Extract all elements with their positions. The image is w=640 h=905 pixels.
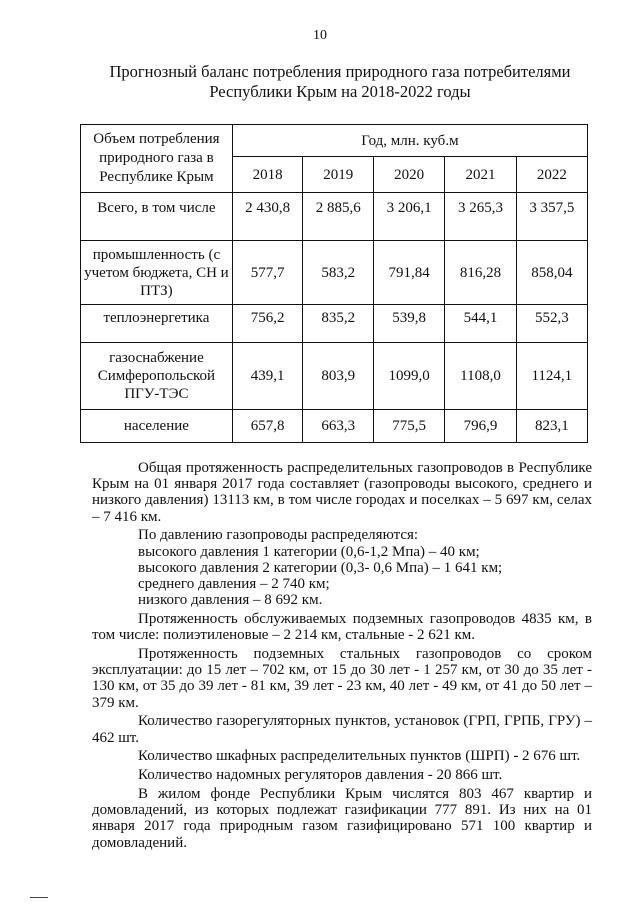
cell-value: 823,1 xyxy=(516,410,587,443)
header-year-group: Год, млн. куб.м xyxy=(232,125,587,157)
cell-value: 657,8 xyxy=(232,410,303,443)
cell-value: 858,04 xyxy=(516,241,587,305)
header-year: 2022 xyxy=(516,157,587,193)
document-title xyxy=(100,62,580,102)
title-line-1: Прогнозный баланс потребления природного газа потребителями xyxy=(109,62,571,81)
list-item: высокого давления 1 категории (0,6-1,2 Мпа) – 40 км; xyxy=(138,543,480,560)
cell-value: 539,8 xyxy=(374,305,445,343)
paragraph-regulator-points: Количество газорегуляторных пунктов, установок (ГРП, ГРПБ, ГРУ) – 462 шт. xyxy=(92,713,592,746)
table-row xyxy=(81,410,588,443)
header-year: 2019 xyxy=(303,157,374,193)
paragraph-service-life: Протяженность подземных стальных газопроводов со сроком эксплуатации: до 15 лет – 702 км, от 15 до 30 лет - 1 257 км, от 30 до 35 лет - 130 км, от 35 до 39 лет - 81 км, 39 лет - 23 км, 40 лет - 49 км, от 41 до 50 лет – 379 км. xyxy=(92,646,592,711)
cell-value: 577,7 xyxy=(232,241,303,305)
header-consumption-volume: Объем потребления природного газа в Республике Крым xyxy=(81,125,233,193)
cell-value: 1108,0 xyxy=(445,343,516,410)
cell-value: 803,9 xyxy=(303,343,374,410)
row-label: население xyxy=(81,410,233,443)
cell-value: 552,3 xyxy=(516,305,587,343)
table-row xyxy=(81,305,588,343)
cell-value: 439,1 xyxy=(232,343,303,410)
header-year: 2018 xyxy=(232,157,303,193)
footer-rule xyxy=(30,897,48,898)
cell-value: 663,3 xyxy=(303,410,374,443)
body-text xyxy=(92,460,592,853)
cell-value: 775,5 xyxy=(374,410,445,443)
gas-balance-table xyxy=(80,124,588,443)
cell-value: 3 357,5 xyxy=(516,193,587,241)
cell-value: 835,2 xyxy=(303,305,374,343)
row-label: Всего, в том числе xyxy=(81,193,233,241)
cell-value: 791,84 xyxy=(374,241,445,305)
list-item: среднего давления – 2 740 км; xyxy=(138,576,330,593)
paragraph-housing-stock: В жилом фонде Республики Крым числятся 803 467 квартир и домовладений, из которых подлежат газификации 777 891. Из них на 01 января 2017 года природным газом газифицировано 571 100 квартир и домовладений. xyxy=(92,786,592,851)
list-item: высокого давления 2 категории (0,3- 0,6 Мпа) – 1 641 км; xyxy=(138,559,503,576)
list-item: низкого давления – 8 692 км. xyxy=(138,592,323,609)
row-label: газоснабжение Симферопольской ПГУ-ТЭС xyxy=(81,343,233,410)
paragraph-underground-length: Протяженность обслуживаемых подземных газопроводов 4835 км, в том числе: полиэтиленовые – 2 214 км, стальные - 2 621 км. xyxy=(92,611,592,644)
row-label: теплоэнергетика xyxy=(81,305,233,343)
row-label: промышленность (с учетом бюджета, СН и ПТЗ) xyxy=(81,241,233,305)
cell-value: 2 885,6 xyxy=(303,193,374,241)
header-year: 2021 xyxy=(445,157,516,193)
cell-value: 544,1 xyxy=(445,305,516,343)
cell-value: 756,2 xyxy=(232,305,303,343)
cell-value: 1124,1 xyxy=(516,343,587,410)
table-row xyxy=(81,193,588,241)
cell-value: 2 430,8 xyxy=(232,193,303,241)
paragraph-home-regulators: Количество надомных регуляторов давления - 20 866 шт. xyxy=(138,767,503,784)
cell-value: 816,28 xyxy=(445,241,516,305)
cell-value: 3 265,3 xyxy=(445,193,516,241)
cell-value: 3 206,1 xyxy=(374,193,445,241)
paragraph-network-length: Общая протяженность распределительных газопроводов в Республике Крым на 01 января 2017 года составляет (газопроводы высокого, среднего и низкого давления) 13113 км, в том числе городах и поселках – 5 697 км, селах – 7 416 км. xyxy=(92,460,592,525)
page-number: 10 xyxy=(313,28,327,43)
table-row xyxy=(81,343,588,410)
header-year: 2020 xyxy=(374,157,445,193)
pressure-list xyxy=(92,544,592,609)
title-line-2: Республики Крым на 2018-2022 годы xyxy=(209,82,471,101)
cell-value: 583,2 xyxy=(303,241,374,305)
table-row xyxy=(81,241,588,305)
cell-value: 1099,0 xyxy=(374,343,445,410)
paragraph-cabinet-points: Количество шкафных распределительных пунктов (ШРП) - 2 676 шт. xyxy=(138,748,581,765)
paragraph-pressure-intro: По давлению газопроводы распределяются: xyxy=(138,527,419,544)
cell-value: 796,9 xyxy=(445,410,516,443)
